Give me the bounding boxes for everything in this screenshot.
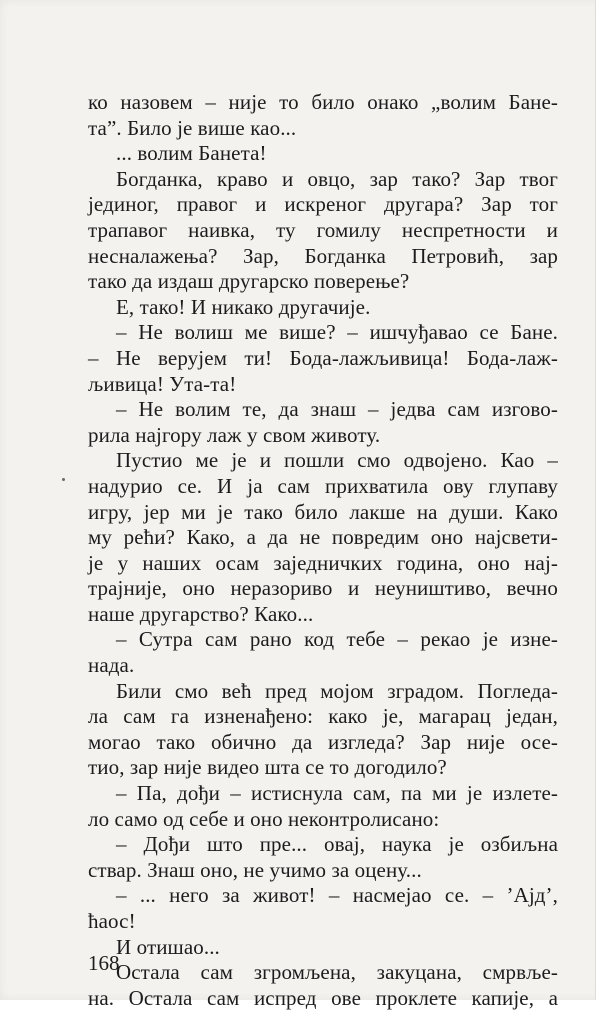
- text-line: ћаос!: [88, 909, 136, 933]
- text-line: тио, зар није видео шта се то догодило?: [88, 755, 447, 780]
- text-line: тако да издаш другарско поверење?: [88, 269, 410, 294]
- text-line: – ... него за живот! – насмејао се. – ’Ајд’,: [116, 883, 558, 908]
- page-number: 168: [88, 951, 120, 975]
- text-line: трапавог наивка, ту гомилу неспретности и: [88, 217, 558, 242]
- text-line: ла сам га изненађено: како је, магарац један,: [88, 704, 558, 729]
- text-line: Е, тако! И никако другачије.: [116, 294, 371, 319]
- text-line: Богданка, краво и овцо, зар тако? Зар твог: [116, 166, 558, 191]
- page-edge: [595, 0, 602, 1000]
- text-line: нада.: [88, 653, 135, 678]
- text-line: љивица! Ута-та!: [88, 371, 237, 396]
- text-line: јединог, правог и искреног другара? Зар тог: [88, 192, 558, 217]
- text-line: – Не верујем ти! Бода-лажљивица! Бода-лаж-: [88, 345, 558, 370]
- text-line: је у наших осам заједничких година, оно нај-: [88, 550, 558, 575]
- text-line: трајније, оно неразориво и неуништиво, вечно: [88, 576, 558, 601]
- text-line: – Сутра сам рано код тебе – рекао је изне-: [116, 627, 558, 652]
- text-line: Пустио ме је и пошли смо одвојено. Као –: [116, 448, 558, 473]
- text-line: та”. Било је више као...: [88, 115, 297, 140]
- text-line: несналажења? Зар, Богданка Петровић, зар: [88, 243, 558, 268]
- text-line: ... волим Банета!: [116, 141, 267, 166]
- text-line: – Дођи што пре... овај, наука је озбиљна: [116, 832, 558, 857]
- text-line: наше другарство? Како...: [88, 601, 314, 626]
- text-line: – Не волиш ме више? – ишчуђавао се Бане.: [116, 320, 558, 345]
- paper-speck: [62, 478, 65, 481]
- text-line: на. Остала сам испред ове проклете капије, а: [88, 985, 558, 1010]
- text-line: Били смо већ пред мојом зградом. Погледа-: [116, 678, 558, 703]
- text-line: игру, јер ми је тако било лакше на души. Како: [88, 499, 558, 524]
- text-line: Остала сам згромљена, закуцана, смрвље-: [116, 960, 558, 985]
- text-line: рила најгору лаж у свом животу.: [88, 422, 381, 447]
- text-line: му рећи? Како, а да не повредим оно најсвети-: [88, 525, 558, 550]
- text-line: ко назовем – није то било онако „волим Бане-: [88, 90, 558, 114]
- page-body-text: [88, 90, 558, 1011]
- text-line: И отишао...: [116, 934, 220, 959]
- text-line: ло само од себе и оно неконтролисано:: [88, 806, 440, 831]
- text-line: надурио се. И ја сам прихватила ову глупаву: [88, 473, 558, 498]
- text-line: – Не волим те, да знаш – једва сам изгово-: [116, 397, 558, 422]
- text-line: ствар. Знаш оно, не учимо за оцену...: [88, 857, 422, 882]
- text-line: могао тако обично да изгледа? Зар није осе-: [88, 729, 558, 754]
- text-line: – Па, дођи – истиснула сам, па ми је излете-: [116, 781, 558, 806]
